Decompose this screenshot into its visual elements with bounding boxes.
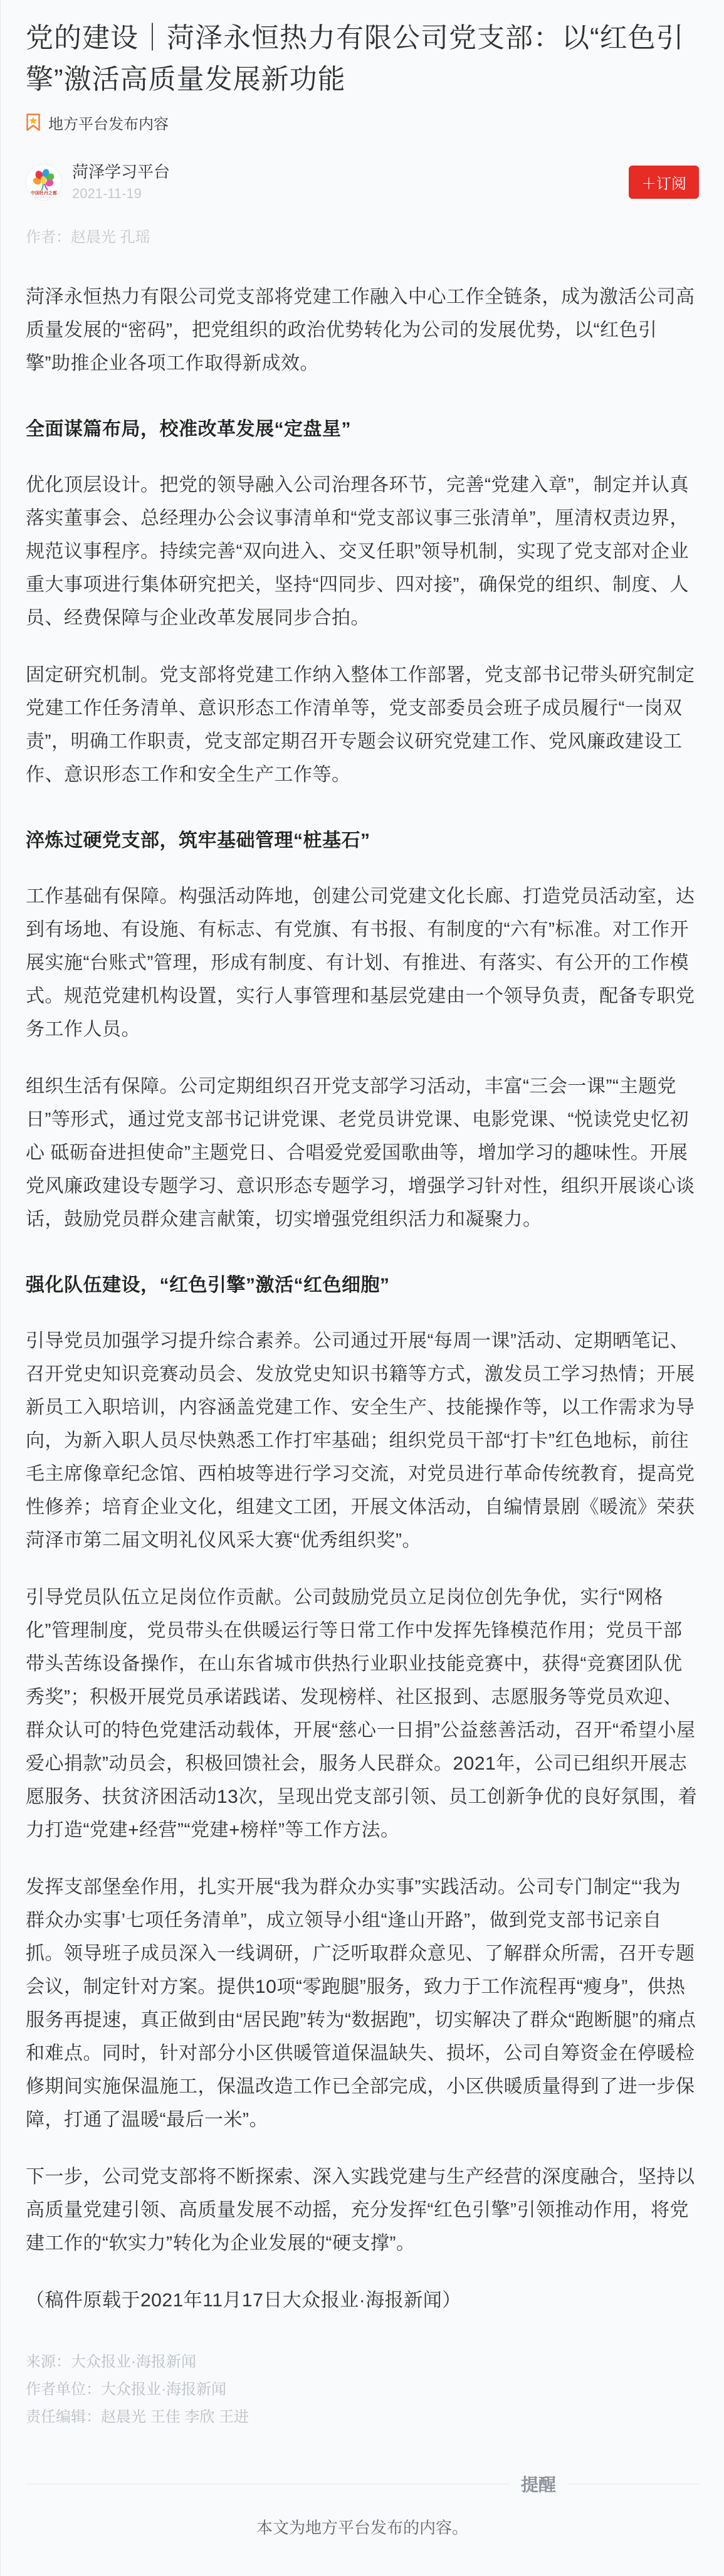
article-paragraph: 引导党员加强学习提升综合素养。公司通过开展“每周一课”活动、定期晒笔记、召开党史知识竞赛动员会、发放党史知识书籍等方式，激发员工学习热情；开展新员工入职培训，内容涵盖党建工作、安全生产、技能操作等，以工作需求为导向，为新入职人员尽快熟悉工作打牢基础；组织党员干部“打卡”红色地标，前往毛主席像章纪念馆、西柏坡等进行学习交流，对党员进行革命传统教育，提高党性修养；培育企业文化，组建文工团，开展文体活动，自编情景剧《暖流》荣获菏泽市第二届文明礼仪风采大赛“优秀组织奖”。	[26, 1331, 695, 1551]
publish-date: 2021-11-19	[72, 186, 142, 201]
article-meta	[26, 2348, 699, 2431]
article-heading: 全面谋篇布局，校准改革发展“定盘星”	[26, 419, 351, 440]
article-paragraph: 优化顶层设计。把党的领导融入公司治理各环节，完善“党建入章”，制定并认真落实董事会、总经理办公会议事清单和“党支部议事三张清单”，厘清权责边界，规范议事程序。持续完善“双向进入、交叉任职”领导机制，实现了党支部对企业重大事项进行集体研究把关，坚持“四同步、四对接”，确保党的组织、制度、人员、经费保障与企业改革发展同步合拍。	[26, 475, 689, 628]
publisher-info	[72, 162, 170, 202]
article-heading: 强化队伍建设，“红色引擎”激活“红色细胞”	[26, 1275, 390, 1296]
reminder-title: 提醒	[520, 2475, 556, 2494]
page-title: 党的建设｜菏泽永恒热力有限公司党支部：以“红色引擎”激活高质量发展新功能	[26, 23, 685, 95]
meta-line: 来源：大众报业·海报新闻	[26, 2353, 196, 2370]
publisher-avatar[interactable]	[26, 164, 62, 201]
reminder-section	[26, 2471, 699, 2538]
reminder-divider	[26, 2471, 699, 2496]
article-paragraph: 下一步，公司党支部将不断探索、深入实践党建与生产经营的深度融合，坚持以高质量党建引领、高质量发展不动摇，充分发挥“红色引擎”引领推动作用，将党建工作的“软实力”转化为企业发展的“硬支撑”。	[26, 2167, 695, 2254]
bookmark-star-icon	[26, 113, 41, 132]
content-badge	[26, 112, 699, 134]
article-paragraph: 工作基础有保障。构强活动阵地，创建公司党建文化长廊、打造党员活动室，达到有场地、有设施、有标志、有党旗、有书报、有制度的“六有”标准。对工作开展实施“台账式”管理，形成有制度、有计划、有推进、有落实、有公开的工作模式。规范党建机构设置，实行人事管理和基层党建由一个领导负责，配备专职党务工作人员。	[26, 886, 695, 1040]
article-paragraph: 菏泽永恒热力有限公司党支部将党建工作融入中心工作全链条，成为激活公司高质量发展的“密码”，把党组织的政治优势转化为公司的发展优势，以“红色引擎”助推企业各项工作取得新成效。	[26, 287, 695, 374]
meta-line: 责任编辑：赵晨光 王佳 李欣 王进	[26, 2409, 249, 2426]
meta-line: 作者单位：大众报业·海报新闻	[26, 2381, 226, 2398]
badge-label: 地方平台发布内容	[48, 116, 169, 133]
svg-text:中国牡丹之都: 中国牡丹之都	[31, 191, 57, 196]
article-paragraph: 组织生活有保障。公司定期组织召开党支部学习活动，丰富“三会一课”“主题党日”等形式，通过党支部书记讲党课、老党员讲党课、电影党课、“悦读党史忆初心 砥砺奋进担使命”主题党日、合唱爱党爱国歌曲等，增加学习的趣味性。开展党风廉政建设专题学习、意识形态专题学习，增强学习针对性，组织开展谈心谈话，鼓励党员群众建言献策，切实增强党组织活力和凝聚力。	[26, 1076, 695, 1230]
author-line: 作者：赵晨光 孔瑶	[26, 229, 150, 246]
article-heading: 淬炼过硬党支部，筑牢基础管理“桩基石”	[26, 830, 370, 851]
article-paragraph: （稿件原载于2021年11月17日大众报业·海报新闻）	[26, 2290, 461, 2311]
svg-text:CHINA PEONY CAPITAL: CHINA PEONY CAPITAL	[33, 196, 55, 199]
article-body	[26, 280, 699, 2317]
publisher-row	[26, 162, 699, 202]
subscribe-button[interactable]: ＋订阅	[629, 166, 699, 199]
article-paragraph: 引导党员队伍立足岗位作贡献。公司鼓励党员立足岗位创先争优，实行“网格化”管理制度，党员带头在供暖运行等日常工作中发挥先锋模范作用；党员干部带头苦练设备操作，在山东省城市供热行业职业技能竞赛中，获得“竞赛团队优秀奖”；积极开展党员承诺践诺、发现榜样、社区报到、志愿服务等党员欢迎、群众认可的特色党建活动载体，开展“慈心一日捐”公益慈善活动，召开“希望小屋爱心捐款”动员会，积极回馈社会，服务人民群众。2021年，公司已组织开展志愿服务、扶贫济困活动13次，呈现出党支部引领、员工创新争优的良好氛围，着力打造“党建+经营”“党建+榜样”等工作方法。	[26, 1587, 698, 1840]
article-paragraph: 固定研究机制。党支部将党建工作纳入整体工作部署，党支部书记带头研究制定党建工作任务清单、意识形态工作清单等，党支部委员会班子成员履行“一岗双责”，明确工作职责，党支部定期召开专题会议研究党建工作、党风廉政建设工作、意识形态工作和安全生产工作等。	[26, 665, 695, 785]
article-paragraph: 发挥支部堡垒作用，扎实开展“我为群众办实事”实践活动。公司专门制定“‘我为群众办实事’七项任务清单”，成立领导小组“逢山开路”，做到党支部书记亲自抓。领导班子成员深入一线调研，广泛听取群众意见、了解群众所需，召开专题会议，制定针对方案。提供10项“零跑腿”服务，致力于工作流程再“瘦身”，供热服务再提速，真正做到由“居民跑”转为“数据跑”，切实解决了群众“跑断腿”的痛点和难点。同时，针对部分小区供暖管道保温缺失、损坏，公司自筹资金在停暖检修期间实施保温施工，保温改造工作已全部完成，小区供暖质量得到了进一步保障，打通了温暖“最后一米”。	[26, 1877, 696, 2130]
publisher-name[interactable]: 菏泽学习平台	[72, 162, 171, 181]
reminder-text: 本文为地方平台发布的内容。	[256, 2518, 468, 2537]
